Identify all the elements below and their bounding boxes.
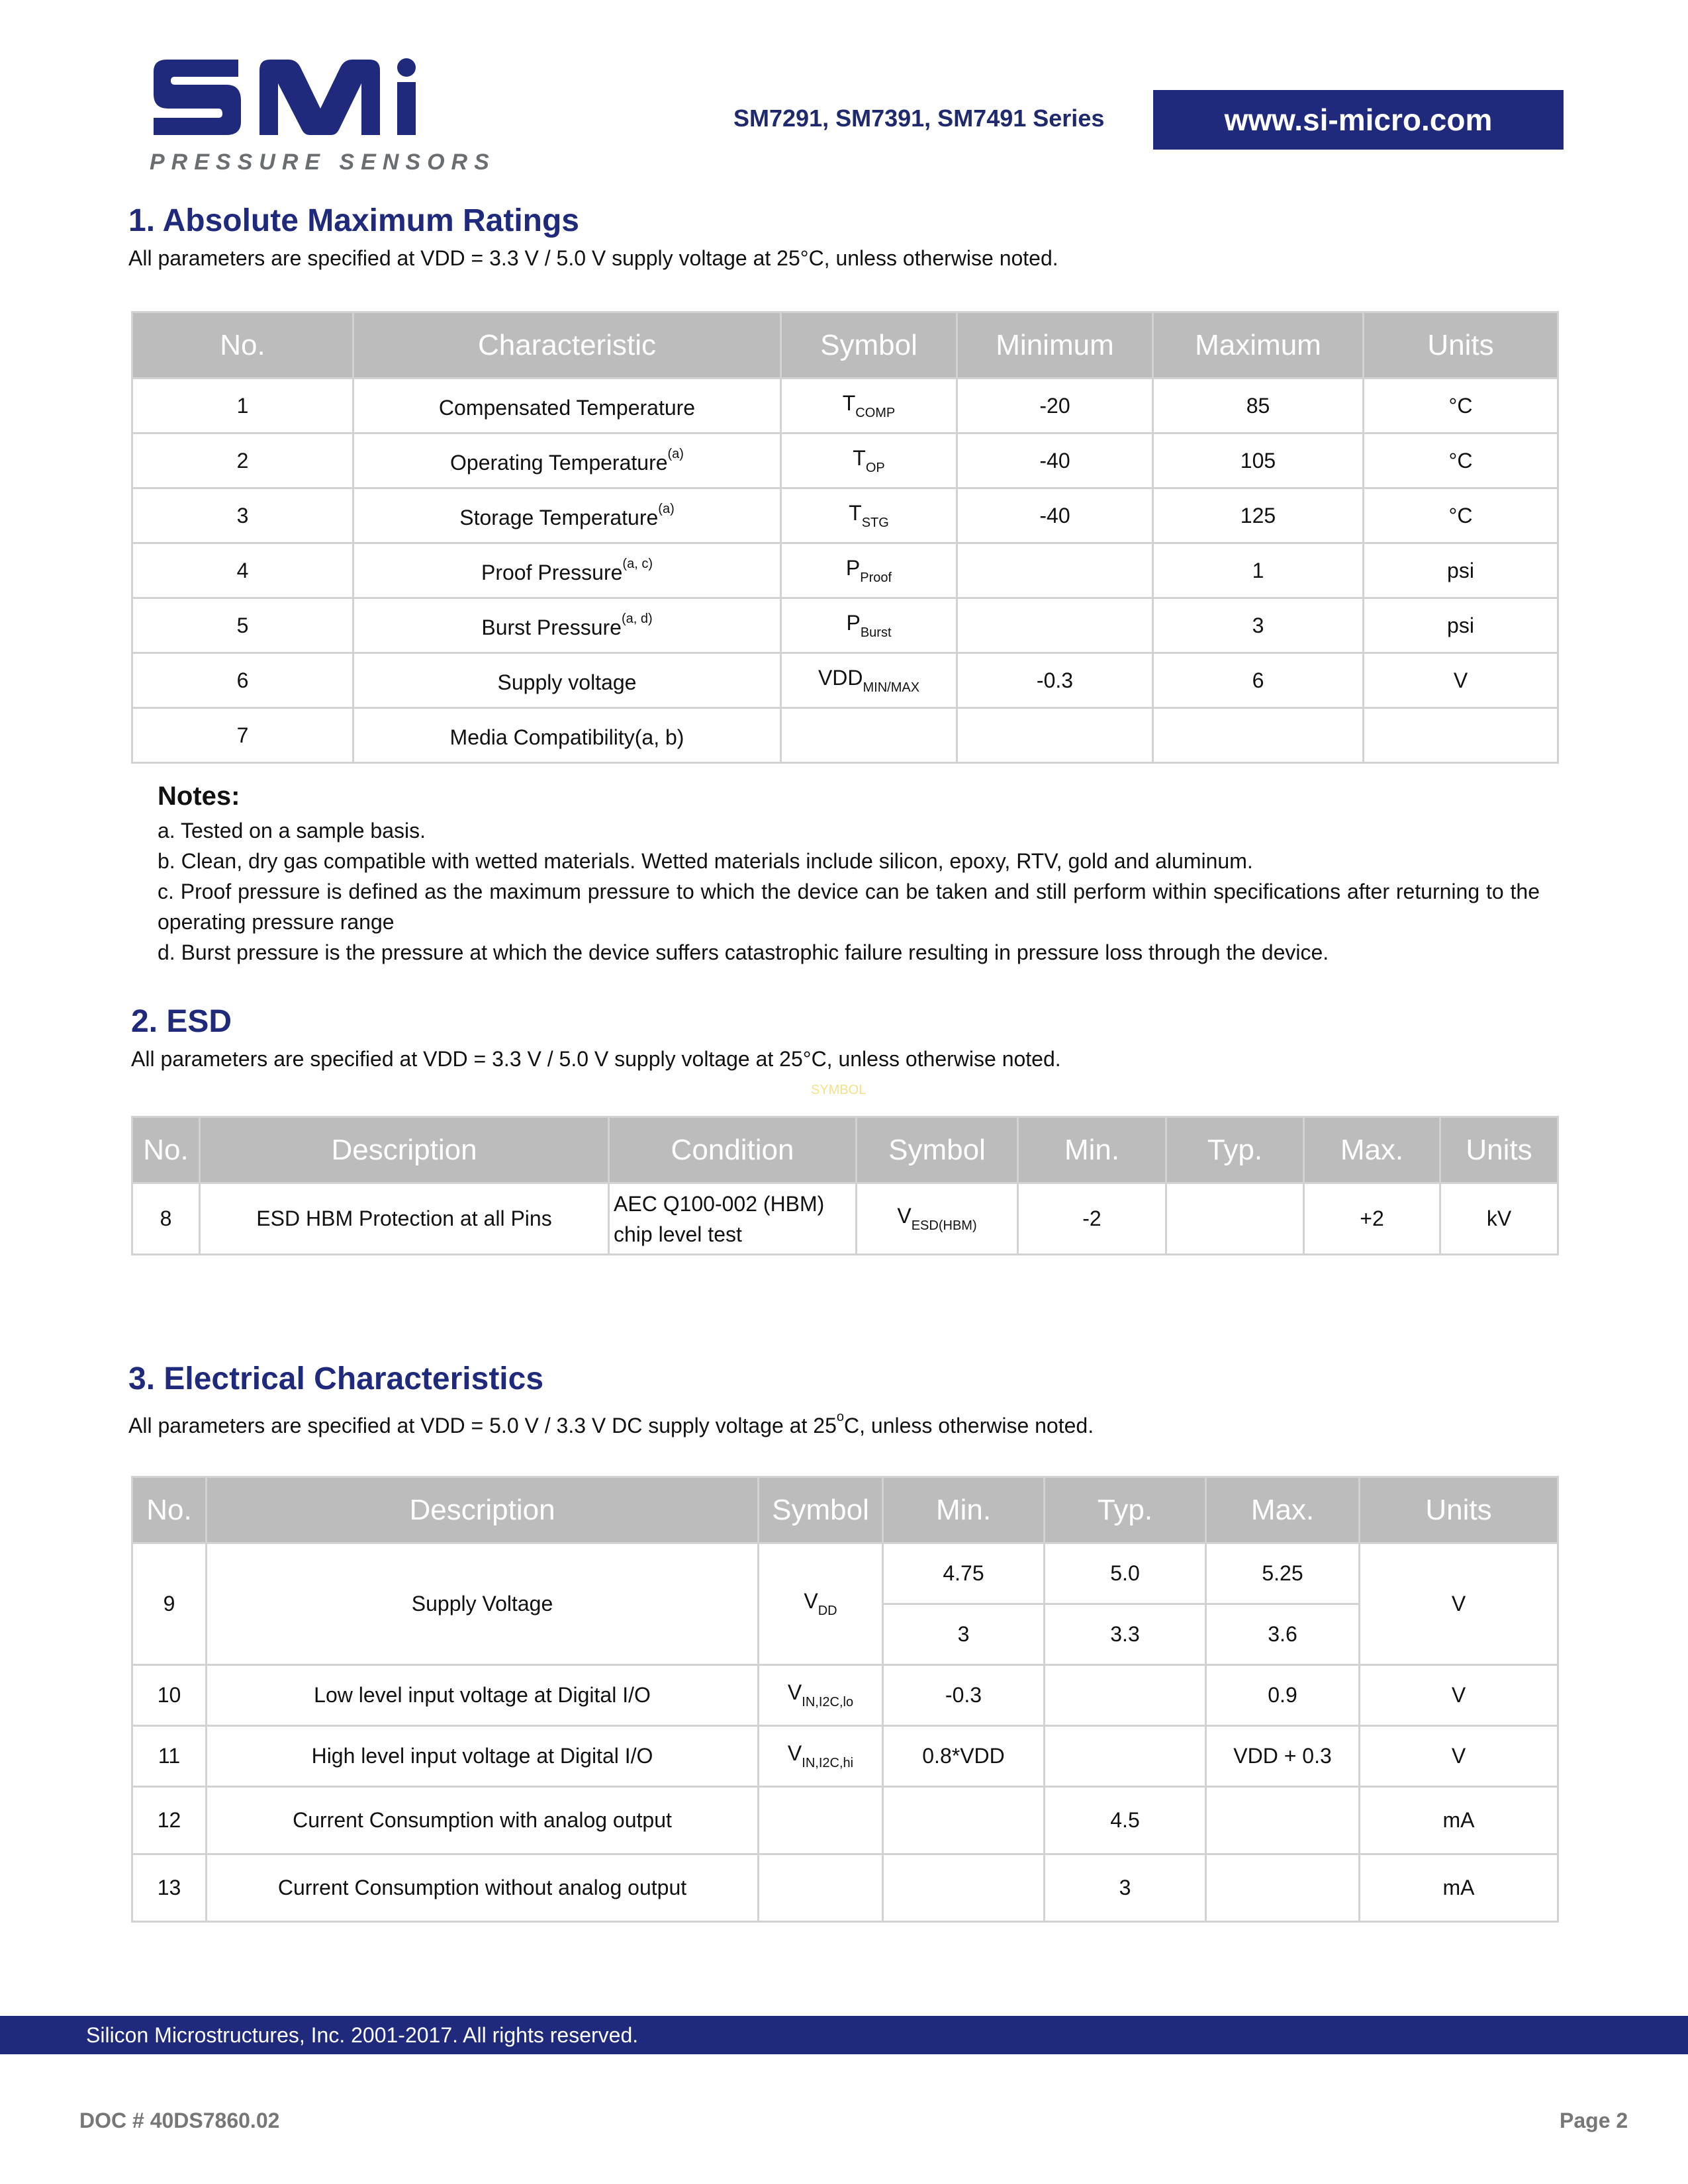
intro-part-b: C, unless otherwise noted. [844,1414,1094,1437]
characteristic-note: (a) [658,501,675,516]
characteristic-text: Storage Temperature [459,505,659,529]
col-header: Description [207,1477,759,1543]
condition-line-1: AEC Q100-002 (HBM) [614,1191,825,1216]
col-header: Symbol [759,1477,883,1543]
cell-characteristic [353,653,781,708]
col-header: Condition [609,1117,857,1183]
col-header: Max. [1206,1477,1360,1543]
cell-symbol [759,1726,883,1787]
cell-no: 7 [132,708,353,763]
cell-description: Current Consumption with analog output [207,1787,759,1854]
characteristic-text: Proof Pressure [481,560,623,584]
cell-no: 9 [132,1543,207,1665]
cell-units: V [1360,1665,1558,1726]
table-row [132,1854,1558,1922]
cell-characteristic [353,598,781,653]
col-header: Max. [1304,1117,1440,1183]
electrical-characteristics-table [131,1476,1559,1923]
page-number: Page 2 [1560,2109,1628,2132]
note-c: c. Proof pressure is defined as the maximum pressure to which the device can be taken and still perform within specifications after returning to the operating pressure range [158,880,1540,934]
cell-min [883,1854,1045,1922]
cell-units: °C [1364,433,1558,488]
symbol-main: VDD [818,665,863,690]
doc-number: DOC # 40DS7860.02 [79,2109,280,2132]
col-header: Minimum [957,312,1153,379]
section-1-intro: All parameters are specified at VDD = 3.3 V / 5.0 V supply voltage at 25°C, unless otherwise noted. [128,246,1058,270]
col-header: Units [1360,1477,1558,1543]
symbol-sub: Proof [860,570,892,585]
cell-symbol [759,1787,883,1854]
cell-description: Current Consumption without analog output [207,1854,759,1922]
characteristic-text: Burst Pressure [481,615,622,639]
cell-min: 3 [883,1604,1045,1665]
cell-max: 105 [1153,433,1364,488]
col-header: No. [132,312,353,379]
cell-typ: 4.5 [1045,1787,1206,1854]
col-header: Typ. [1166,1117,1304,1183]
symbol-main: P [846,610,861,635]
cell-symbol [781,598,957,653]
symbol-sub: ESD(HBM) [911,1218,977,1233]
cell-max: 3.6 [1206,1604,1360,1665]
col-header: Min. [883,1477,1045,1543]
cell-symbol [759,1543,883,1665]
table-header-row [132,1117,1558,1183]
cell-no: 3 [132,488,353,543]
cell-no: 12 [132,1787,207,1854]
cell-min: -40 [957,433,1153,488]
cell-characteristic [353,543,781,598]
notes-title: Notes: [158,782,240,811]
cell-min: -2 [1018,1183,1166,1255]
cell-max [1206,1787,1360,1854]
cell-units: psi [1364,598,1558,653]
absolute-max-ratings-table [131,311,1559,764]
cell-no: 6 [132,653,353,708]
cell-min: -40 [957,488,1153,543]
cell-max: VDD + 0.3 [1206,1726,1360,1787]
section-2-title: 2. ESD [131,1004,232,1039]
col-header: Symbol [781,312,957,379]
cell-max: 5.25 [1206,1543,1360,1604]
intro-part-a: All parameters are specified at VDD = 5.0 V / 3.3 V DC supply voltage at 25 [128,1414,837,1437]
cell-symbol [857,1183,1018,1255]
table-header-row [132,1477,1558,1543]
degree-superscript: o [836,1410,844,1424]
cell-max: +2 [1304,1183,1440,1255]
cell-max: 3 [1153,598,1364,653]
cell-characteristic [353,433,781,488]
symbol-sub: COMP [855,405,896,420]
cell-min: -0.3 [957,653,1153,708]
characteristic-text: Compensated Temperature [438,395,696,420]
symbol-sub: IN,I2C,hi [802,1756,854,1770]
cell-no: 5 [132,598,353,653]
cell-units: °C [1364,488,1558,543]
esd-table [131,1116,1559,1255]
cell-units: V [1360,1543,1558,1665]
cell-no: 13 [132,1854,207,1922]
symbol-main: P [845,555,861,580]
symbol-main: V [787,1680,802,1704]
table-row [132,653,1558,708]
cell-min [957,708,1153,763]
cell-typ: 3 [1045,1854,1206,1922]
symbol-sub: Burst [860,625,892,640]
cell-no: 11 [132,1726,207,1787]
table-row [132,1787,1558,1854]
cell-units: kV [1440,1183,1558,1255]
section-2-intro: All parameters are specified at VDD = 3.3 V / 5.0 V supply voltage at 25°C, unless otherwise noted. [131,1047,1061,1071]
product-series: SM7291, SM7391, SM7491 Series [733,105,1105,132]
table-row [132,1665,1558,1726]
cell-min [957,598,1153,653]
website-link[interactable]: www.si-micro.com [1153,90,1564,150]
cell-symbol [781,708,957,763]
col-header: Units [1440,1117,1558,1183]
smi-logo [147,57,496,183]
characteristic-note: (a, d) [621,611,653,626]
cell-min: 4.75 [883,1543,1045,1604]
table-row [132,379,1558,433]
cell-units: mA [1360,1854,1558,1922]
table-row [132,598,1558,653]
symbol-sub: STG [861,515,889,530]
cell-characteristic [353,379,781,433]
cell-typ: 3.3 [1045,1604,1206,1665]
col-header: Symbol [857,1117,1018,1183]
cell-description: High level input voltage at Digital I/O [207,1726,759,1787]
note-d: d. Burst pressure is the pressure at which the device suffers catastrophic failure resulting in pressure loss through the device. [158,940,1329,964]
col-header: Typ. [1045,1477,1206,1543]
col-header: No. [132,1477,207,1543]
characteristic-text: Media Compatibility(a, b) [449,725,684,749]
section-3-intro [128,1410,1094,1438]
col-header: Characteristic [353,312,781,379]
cell-no: 4 [132,543,353,598]
footer-copyright: Silicon Microstructures, Inc. 2001-2017. All rights reserved. [86,2023,639,2047]
symbol-main: T [849,500,862,525]
cell-condition [609,1183,857,1255]
cell-max [1153,708,1364,763]
table-row [132,708,1558,763]
table-row [132,543,1558,598]
cell-max: 0.9 [1206,1665,1360,1726]
characteristic-note: (a) [667,446,684,461]
cell-symbol [759,1665,883,1726]
cell-symbol [781,653,957,708]
symbol-sub: IN,I2C,lo [802,1695,854,1709]
notes [158,781,1540,968]
symbol-main: V [897,1204,912,1228]
cell-symbol [781,433,957,488]
cell-max [1206,1854,1360,1922]
cell-max: 1 [1153,543,1364,598]
cell-max: 6 [1153,653,1364,708]
cell-characteristic [353,708,781,763]
cell-typ: 5.0 [1045,1543,1206,1604]
symbol-sub: MIN/MAX [863,680,920,695]
cell-symbol [759,1854,883,1922]
section-3-title: 3. Electrical Characteristics [128,1361,544,1396]
cell-no: 1 [132,379,353,433]
col-header: Units [1364,312,1558,379]
symbol-main: V [787,1741,802,1765]
cell-symbol [781,543,957,598]
table-row [132,1183,1558,1255]
cell-description: Supply Voltage [207,1543,759,1665]
cell-symbol [781,379,957,433]
cell-no: 8 [132,1183,200,1255]
symbol-main: V [804,1589,818,1613]
symbol-main: T [853,445,866,470]
cell-description: Low level input voltage at Digital I/O [207,1665,759,1726]
table-header-row [132,312,1558,379]
symbol-sub: DD [818,1604,837,1618]
cell-symbol [781,488,957,543]
col-header: No. [132,1117,200,1183]
col-header: Description [200,1117,609,1183]
table-row [132,1543,1558,1604]
table-row [132,433,1558,488]
col-header: Maximum [1153,312,1364,379]
cell-no: 2 [132,433,353,488]
cell-max: 125 [1153,488,1364,543]
smi-logo-mark [147,57,478,143]
logo-tagline: PRESSURE SENSORS [150,150,496,175]
characteristic-note: (a, c) [622,556,653,571]
symbol-sub: OP [865,460,885,475]
condition-line-2: chip level test [614,1222,742,1246]
cell-units: mA [1360,1787,1558,1854]
cell-min: 0.8*VDD [883,1726,1045,1787]
characteristic-text: Supply voltage [497,670,637,694]
cell-units: V [1360,1726,1558,1787]
characteristic-text: Operating Temperature [450,450,668,475]
cell-typ [1045,1726,1206,1787]
faint-watermark-text: SYMBOL [811,1083,867,1097]
cell-typ [1166,1183,1304,1255]
cell-units [1364,708,1558,763]
col-header: Min. [1018,1117,1166,1183]
cell-units: psi [1364,543,1558,598]
cell-min [957,543,1153,598]
cell-no: 10 [132,1665,207,1726]
cell-min: -20 [957,379,1153,433]
cell-units: V [1364,653,1558,708]
cell-typ [1045,1665,1206,1726]
cell-max: 85 [1153,379,1364,433]
note-a: a. Tested on a sample basis. [158,819,426,842]
cell-min: -0.3 [883,1665,1045,1726]
table-row [132,488,1558,543]
table-row [132,1726,1558,1787]
cell-description: ESD HBM Protection at all Pins [200,1183,609,1255]
note-b: b. Clean, dry gas compatible with wetted materials. Wetted materials include silicon, epoxy, RTV, gold and aluminum. [158,849,1253,873]
symbol-main: T [842,390,856,415]
cell-units: °C [1364,379,1558,433]
cell-min [883,1787,1045,1854]
cell-characteristic [353,488,781,543]
section-1-title: 1. Absolute Maximum Ratings [128,203,579,238]
